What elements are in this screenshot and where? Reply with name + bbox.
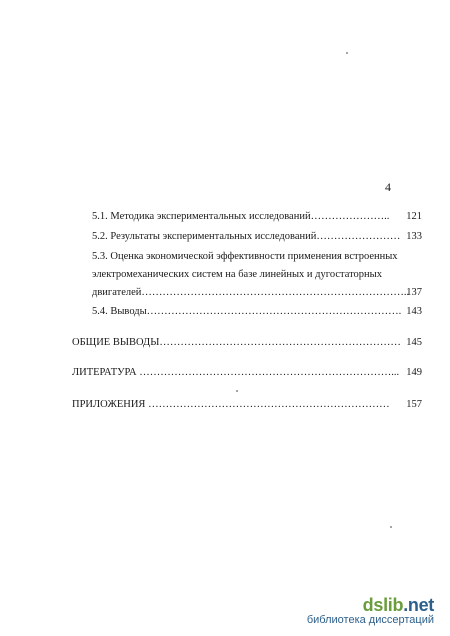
toc-entry-text: 5.3. Оценка экономической эффективности применения встроенных: [92, 251, 398, 262]
scan-speck: [390, 526, 392, 528]
toc-entry-text: 5.2. Результаты экспериментальных исследований……………………: [92, 231, 401, 242]
toc-entry-page: 137: [406, 287, 422, 298]
toc-entry-5-3-line2: [92, 268, 382, 281]
toc-entry-appendices: [72, 398, 422, 411]
watermark-tagline: библиотека диссертаций: [306, 614, 434, 626]
toc-entry-5-3-line1: [92, 250, 398, 263]
toc-entry-page: 133: [406, 231, 422, 242]
toc-entry-page: 149: [406, 367, 422, 378]
toc-entry-text: ЛИТЕРАТУРА ………………………………………………………………...: [72, 367, 400, 378]
toc-entry-page: 145: [406, 337, 422, 348]
toc-entry-text: 5.1. Методика экспериментальных исследований…………………..: [92, 211, 390, 222]
toc-entry-text: ПРИЛОЖЕНИЯ ……………………………………………………………: [72, 399, 390, 410]
toc-entry-5-2: [92, 230, 422, 243]
watermark-logo-suffix: .net: [403, 595, 434, 615]
watermark: [307, 595, 434, 626]
toc-entry-5-1: [92, 210, 422, 223]
toc-entry-general-conclusions: [72, 336, 422, 349]
toc-entry-5-4: [92, 305, 422, 318]
toc-entry-literature: [72, 366, 422, 379]
toc-entry-page: 121: [406, 211, 422, 222]
scan-speck: [346, 52, 348, 54]
watermark-logo: [307, 595, 434, 616]
page-number: 4: [385, 180, 391, 194]
toc-entry-5-3-line3: [92, 286, 422, 299]
toc-entry-text: электромеханических систем на базе линейных и дугостаторных: [92, 269, 382, 280]
toc-entry-text: 5.4. Выводы……………………………………………………………….: [92, 306, 402, 317]
watermark-logo-text: dslib: [362, 595, 404, 615]
toc-entry-text: двигателей…………………………………………………………………..: [92, 287, 410, 298]
toc-entry-text: ОБЩИЕ ВЫВОДЫ……………………………………………………………: [72, 337, 401, 348]
scan-speck: [236, 390, 238, 392]
toc-entry-page: 157: [406, 399, 422, 410]
toc-entry-page: 143: [406, 306, 422, 317]
